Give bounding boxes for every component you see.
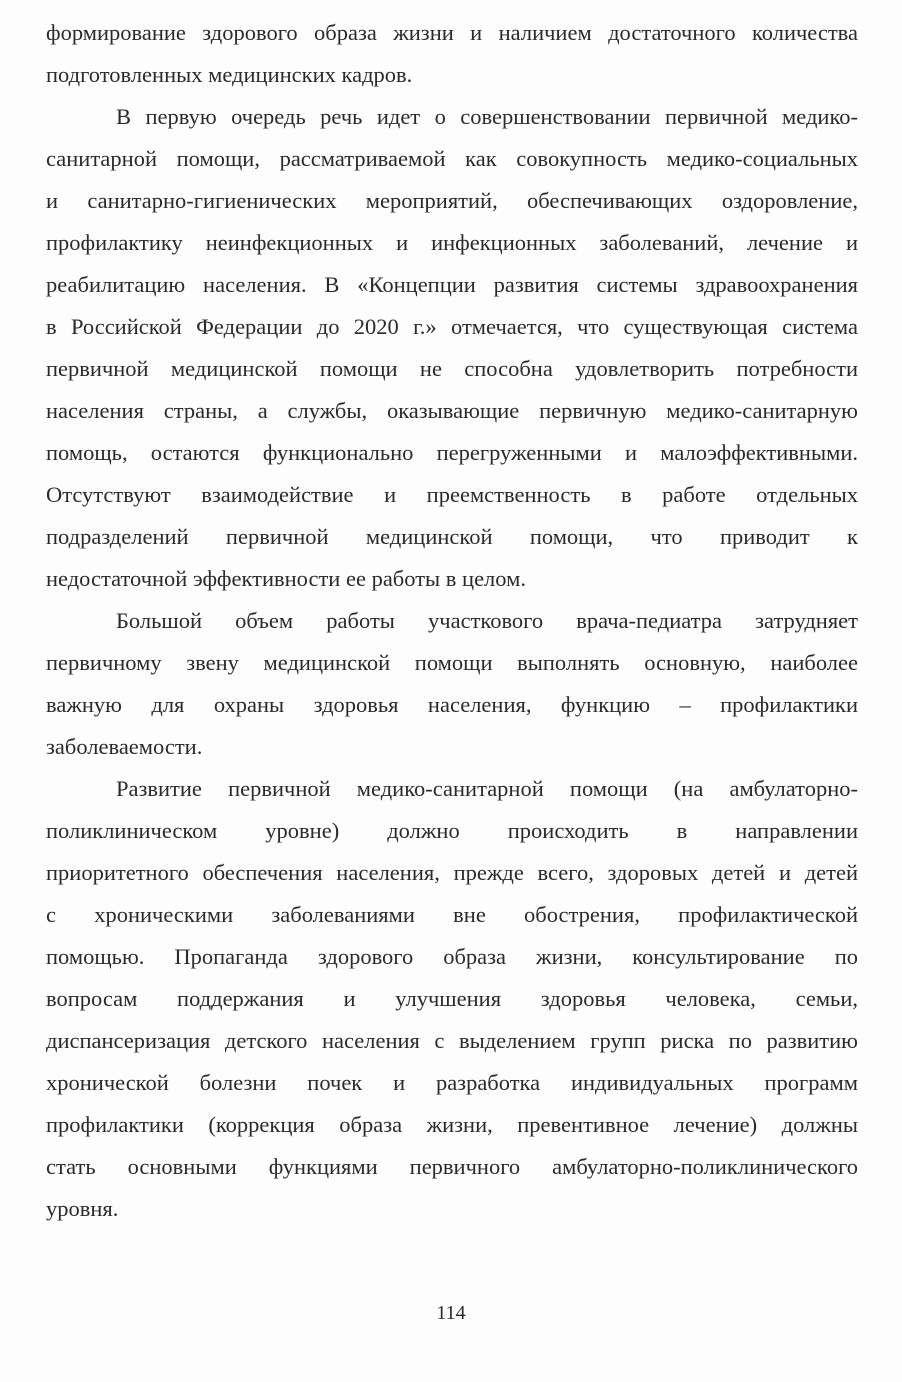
text-line: первичной медицинской помощи не способна удовлетворить потребности — [46, 356, 858, 381]
page-number: 114 — [436, 1302, 466, 1324]
text-line: помощью. Пропаганда здорового образа жизни, консультирование по — [46, 944, 858, 969]
paragraph-3 — [46, 600, 858, 768]
text-line: вопросам поддержания и улучшения здоровья человека, семьи, — [46, 986, 858, 1011]
text-line: первичному звену медицинской помощи выполнять основную, наиболее — [46, 650, 858, 675]
text-line: Большой объем работы участкового врача-педиатра затрудняет — [116, 608, 858, 633]
text-line: реабилитацию населения. В «Концепции развития системы здравоохранения — [46, 272, 858, 297]
text-line: важную для охраны здоровья населения, функцию – профилактики — [46, 692, 858, 717]
text-line: санитарной помощи, рассматриваемой как совокупность медико-социальных — [46, 146, 858, 171]
text-line: уровня. — [46, 1196, 119, 1221]
paragraph-4 — [46, 768, 858, 1230]
text-line: хронической болезни почек и разработка индивидуальных программ — [46, 1070, 858, 1095]
text-line: помощь, остаются функционально перегруженными и малоэффективными. — [46, 440, 858, 465]
text-line: заболеваемости. — [46, 734, 203, 759]
paragraph-2 — [46, 96, 858, 600]
body-text — [46, 12, 858, 1230]
text-line: В первую очередь речь идет о совершенствовании первичной медико- — [116, 104, 858, 129]
text-line: профилактику неинфекционных и инфекционных заболеваний, лечение и — [46, 230, 858, 255]
text-line: поликлиническом уровне) должно происходить в направлении — [46, 818, 858, 843]
text-line: подразделений первичной медицинской помощи, что приводит к — [46, 524, 858, 549]
text-line: в Российской Федерации до 2020 г.» отмечается, что существующая система — [46, 314, 858, 339]
text-line: профилактики (коррекция образа жизни, превентивное лечение) должны — [46, 1112, 858, 1137]
text-line: населения страны, а службы, оказывающие первичную медико-санитарную — [46, 398, 858, 423]
text-line: стать основными функциями первичного амбулаторно-поликлинического — [46, 1154, 858, 1179]
text-line: недостаточной эффективности ее работы в целом. — [46, 566, 526, 591]
text-line: Развитие первичной медико-санитарной помощи (на амбулаторно- — [116, 776, 858, 801]
paragraph-1 — [46, 12, 858, 96]
text-line: подготовленных медицинских кадров. — [46, 62, 413, 87]
text-line: и санитарно-гигиенических мероприятий, обеспечивающих оздоровление, — [46, 188, 858, 213]
text-line: Отсутствуют взаимодействие и преемственность в работе отдельных — [46, 482, 858, 507]
text-line: диспансеризация детского населения с выделением групп риска по развитию — [46, 1028, 858, 1053]
text-line: приоритетного обеспечения населения, прежде всего, здоровых детей и детей — [46, 860, 858, 885]
text-line: формирование здорового образа жизни и наличием достаточного количества — [46, 20, 858, 45]
text-line: с хроническими заболеваниями вне обострения, профилактической — [46, 902, 858, 927]
